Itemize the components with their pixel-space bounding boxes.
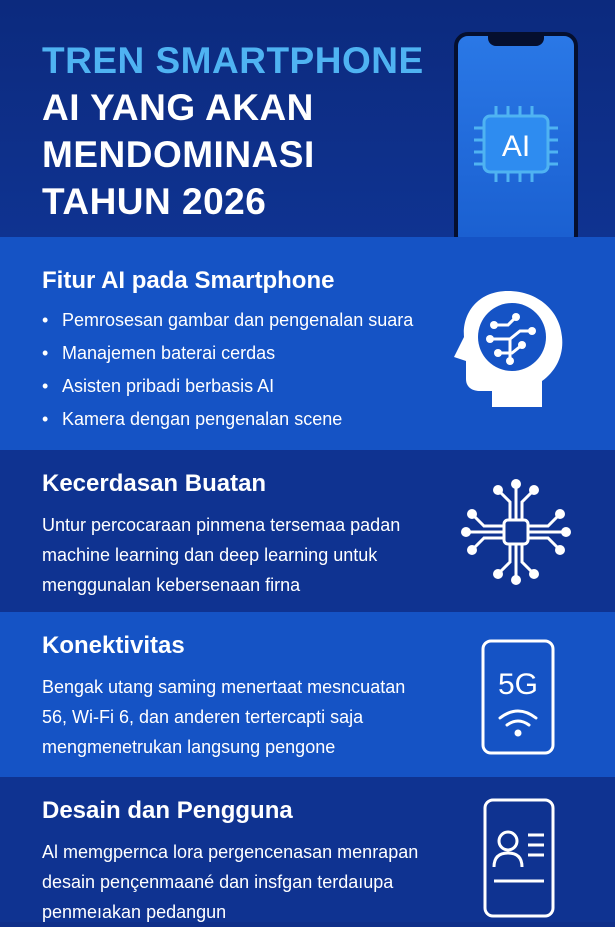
paragraph-line: 56, Wi-Fi 6, dan anderen tertercapti saja bbox=[42, 707, 364, 727]
section-connectivity bbox=[0, 612, 615, 777]
5g-phone-icon bbox=[480, 638, 556, 756]
title-line-2: AI YANG AKAN bbox=[42, 87, 314, 128]
5g-label: 5G bbox=[497, 668, 539, 701]
section-artificial-intelligence bbox=[0, 450, 615, 612]
title-line-3: MENDOMINASI bbox=[42, 134, 315, 175]
paragraph-line: mengmenetrukan langsung pengone bbox=[42, 737, 336, 757]
list-item-text: Manajemen baterai cerdas bbox=[62, 343, 276, 363]
section-title: Konektivitas bbox=[42, 632, 185, 659]
section-ai-features bbox=[0, 237, 615, 450]
paragraph-line: Untur percocaraan pinmena tersemaa padan bbox=[42, 515, 401, 535]
list-item-text: Asisten pribadi berbasis AI bbox=[62, 376, 275, 396]
list-item: • Manajemen baterai cerdas bbox=[42, 343, 276, 363]
section-paragraph bbox=[42, 510, 442, 600]
paragraph-line: Bengak utang saming menertaat mesncuatan bbox=[42, 677, 406, 697]
section-title: Fitur AI pada Smartphone bbox=[42, 267, 335, 294]
list-item: • Asisten pribadi berbasis AI bbox=[42, 376, 275, 396]
paragraph-line: machine learning dan deep learning untuk bbox=[42, 545, 378, 565]
list-item-text: Kamera dengan pengenalan scene bbox=[62, 409, 343, 429]
neural-network-icon bbox=[458, 476, 574, 588]
list-item: • Pemrosesan gambar dan pengenalan suara bbox=[42, 310, 414, 330]
paragraph-line: menggunalan kebersenaan firna bbox=[42, 575, 301, 595]
smartphone-illustration bbox=[454, 32, 578, 250]
paragraph-line: desain pençenmaané dan insfgan terdaıupa bbox=[42, 872, 394, 892]
section-title: Kecerdasan Buatan bbox=[42, 470, 267, 497]
ai-chip-label: AI bbox=[501, 130, 531, 163]
ai-chip-icon bbox=[468, 96, 564, 192]
section-title: Desain dan Pengguna bbox=[42, 797, 293, 824]
title-line-1: TREN SMARTPHONE bbox=[42, 40, 424, 81]
section-paragraph bbox=[42, 837, 442, 927]
brain-circuit-icon bbox=[450, 285, 570, 410]
list-item: • Kamera dengan pengenalan scene bbox=[42, 409, 343, 429]
list-item-text: Pemrosesan gambar dan pengenalan suara bbox=[62, 310, 414, 330]
user-profile-icon bbox=[482, 797, 556, 919]
section-design-user bbox=[0, 777, 615, 922]
paragraph-line: penmeıakan pedangun bbox=[42, 902, 227, 922]
paragraph-line: Al memgpernca lora pergencenasan menrapan bbox=[42, 842, 419, 862]
phone-notch bbox=[488, 36, 544, 46]
title-line-4: TAHUN 2026 bbox=[42, 181, 267, 222]
section-paragraph bbox=[42, 672, 442, 762]
